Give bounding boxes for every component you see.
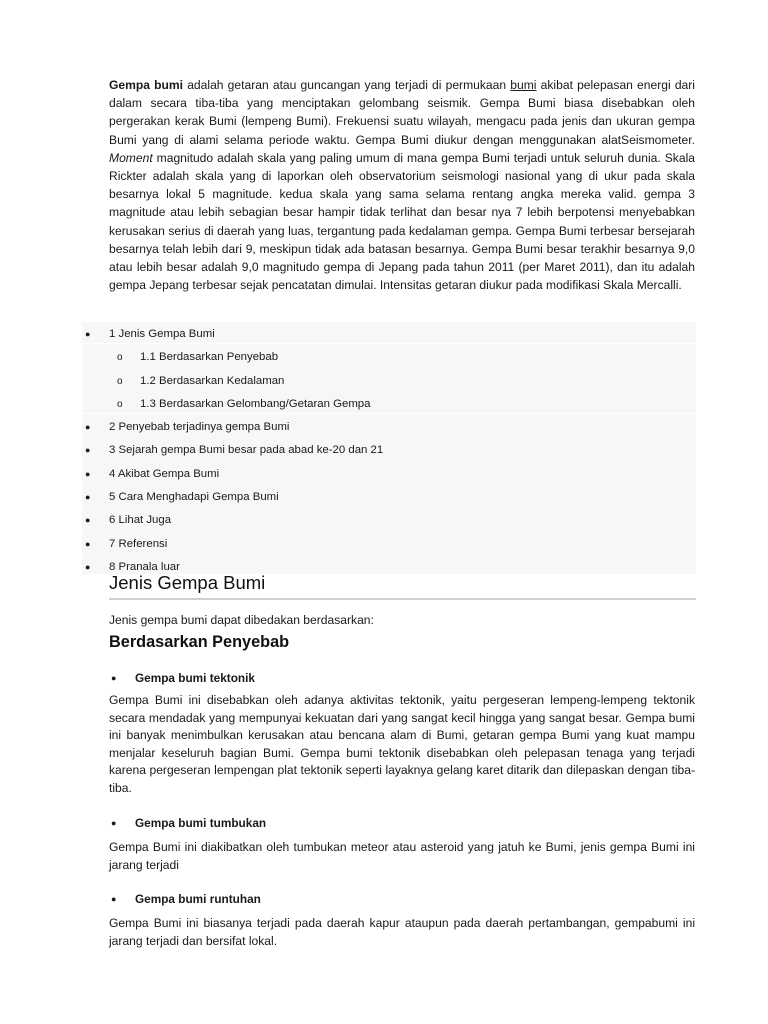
bullet-icon: ● [85,422,91,433]
toc-item-1-2[interactable]: o 1.2 Berdasarkan Kedalaman [82,370,696,393]
bullet-icon: ● [85,515,91,526]
type-title-tektonik: ● Gempa bumi tektonik [111,671,255,685]
type-text-tumbukan: Gempa Bumi ini diakibatkan oleh tumbukan meteor atau asteroid yang jatuh ke Bumi, jenis gempa Bumi ini jarang terjadi [109,840,695,872]
bullet-icon: ● [111,818,117,828]
type-title-runtuhan: ● Gempa bumi runtuhan [111,892,261,906]
intro-bold-lead: Gempa bumi [109,78,184,92]
toc-item-5[interactable]: ● 5 Cara Menghadapi Gempa Bumi [82,486,696,509]
link-bumi[interactable]: bumi [510,78,537,92]
type-text-tektonik: Gempa Bumi ini disebabkan oleh adanya aktivitas tektonik, yaitu pergeseran lempeng-lempeng tektonik secara mendadak yang mempunyai kekuatan dari yang sangat kecil hingga yang sangat besar. Gempa bumi ini banyak menimbulkan kerusakan atau bencana alam di Bumi, getaran gempa Bumi yang kuat mampu menjalar keseluruh bagian Bumi. Gempa bumi tektonik disebabkan oleh pelepasan tenaga yang terjadi karena pergeseran lempengan plat tektonik seperti layaknya gelang karet ditarik dan dilepaskan dengan tiba-tiba. [109,693,695,795]
bullet-icon: ● [111,673,117,683]
section-heading: Jenis Gempa Bumi [109,572,696,600]
toc-item-6[interactable]: ● 6 Lihat Juga [82,509,696,532]
bullet-icon: ● [85,561,91,572]
toc-item-1-3[interactable]: o 1.3 Berdasarkan Gelombang/Getaran Gempa [82,393,696,416]
bullet-icon: ● [85,538,91,549]
bullet-icon: ● [85,468,91,479]
toc-item-7[interactable]: ● 7 Referensi [82,533,696,556]
subsection-heading: Berdasarkan Penyebab [109,633,290,651]
toc-item-1[interactable]: ● 1 Jenis Gempa Bumi [82,323,696,346]
type-title-tumbukan: ● Gempa bumi tumbukan [111,816,267,830]
intro-paragraph: Gempa bumi adalah getaran atau guncangan yang terjadi di permukaan bumi akibat pelepasan energi dari dalam secara tiba-tiba yang menciptakan gelombang seismik. Gempa Bumi biasa disebabkan oleh pergerakan kerak Bumi (lempeng Bumi). Frekuensi suatu wilayah, mengacu pada jenis dan ukuran gempa Bumi yang di alami selama periode waktu. Gempa Bumi diukur dengan menggunakan alatSeismometer. Moment magnitudo adalah skala yang paling umum di mana gempa Bumi terjadi untuk seluruh dunia. Skala Rickter adalah skala yang di laporkan oleh observatorium seismologi nasional yang di ukur pada skala besarnya lokal 5 magnitude. kedua skala yang sama selama rentang angka mereka valid. gempa 3 magnitude atau lebih sebagian besar hampir tidak terlihat dan besar nya 7 lebih berpotensi menyebabkan kerusakan serius di daerah yang luas, tergantung pada kedalaman gempa. Gempa Bumi terbesar bersejarah besarnya telah lebih dari 9, meskipun tidak ada batasan besarnya. Gempa Bumi besar terakhir besarnya 9,0 atau lebih besar adalah 9,0 magnitudo gempa di Jepang pada tahun 2011 (per Maret 2011), dan itu adalah gempa Jepang terbesar sejak pencatatan dimulai. Intensitas getaran diukur pada modifikasi Skala Mercalli. [109,78,695,293]
section-intro-text: Jenis gempa bumi dapat dibedakan berdasarkan: [109,613,374,627]
toc-item-4[interactable]: ● 4 Akibat Gempa Bumi [82,463,696,486]
toc-item-3[interactable]: ● 3 Sejarah gempa Bumi besar pada abad ke-20 dan 21 [82,439,696,462]
bullet-icon: ● [85,445,91,456]
table-of-contents [82,323,696,579]
circle-bullet-icon: o [117,375,123,387]
toc-item-2[interactable]: ● 2 Penyebab terjadinya gempa Bumi [82,416,696,439]
bullet-icon: ● [85,492,91,503]
bullet-icon: ● [111,894,117,904]
type-text-runtuhan: Gempa Bumi ini biasanya terjadi pada daerah kapur ataupun pada daerah pertambangan, gempabumi ini jarang terjadi dan bersifat lokal. [109,916,695,948]
toc-item-8[interactable]: ● 8 Pranala luar [82,556,696,579]
italic-moment: Moment [109,150,153,165]
toc-item-1-1[interactable]: o 1.1 Berdasarkan Penyebab [82,346,696,369]
bullet-icon: ● [85,329,91,339]
circle-bullet-icon: o [117,398,123,410]
circle-bullet-icon: o [117,352,123,364]
